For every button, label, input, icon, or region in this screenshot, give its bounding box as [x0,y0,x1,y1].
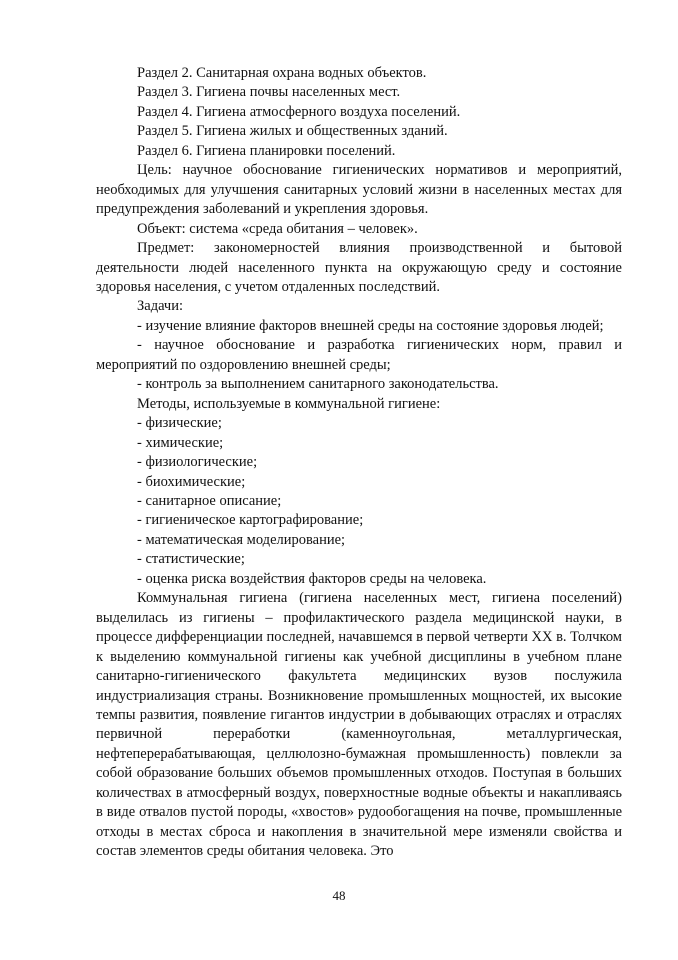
method-item: - санитарное описание; [137,492,282,509]
method-item: - биохимические; [137,473,246,490]
history-paragraph: Коммунальная гигиена (гигиена населенных мест, гигиена поселений) выделилась из гигиены – профилактического раздела медицинской науки, в процессе дифференциации последней, начавшемся в первой четверти XX в. Толчком к выделению коммунальной гигиены как учебной дисциплины в учебном плане санитарно-гигиенического факультета медицинских вузов послужила индустриализация страны. Возникновение промышленных мощностей, их высокие темпы развития, появление гигантов индустрии в добывающих отраслях и отраслях первичной переработки (каменноугольная, металлургическая, нефтеперерабатывающая, целлюлозно-бумажная промышленность) повлекли за собой образование больших объемов промышленных отходов. Поступая в больших количествах в атмосферный воздух, поверхностные водные объекты и накапливаясь в виде отвалов пустой породы, «хвостов» рудообогащения на почве, промышленные отходы в местах сброса и накопления в значительной мере изменяли свойства и состав элементов среды обитания человека. Это [96,590,622,860]
method-item: - гигиеническое картографирование; [137,512,364,529]
task-item: - изучение влияние факторов внешней среды на состояние здоровья людей; [137,317,604,334]
tasks-heading: Задачи: [137,298,184,315]
method-item: - оценка риска воздействия факторов среды на человека. [137,570,487,587]
method-item: - математическая моделирование; [137,531,346,548]
task-item: - научное обоснование и разработка гигиенических норм, правил и мероприятий по оздоровлению внешней среды; [96,337,622,373]
method-item: - химические; [137,434,224,451]
section-line: Раздел 2. Санитарная охрана водных объектов. [137,65,427,81]
method-item: - физические; [137,415,222,432]
object-paragraph: Объект: система «среда обитания – человек». [137,220,418,237]
goal-paragraph: Цель: научное обоснование гигиенических нормативов и мероприятий, необходимых для улучшения санитарных условий жизни в населенных местах для предупреждения заболеваний и укрепления здоровья. [96,162,622,218]
page-body [96,64,622,862]
section-line: Раздел 3. Гигиена почвы населенных мест. [137,84,401,101]
task-item: - контроль за выполнением санитарного законодательства. [137,376,499,393]
section-line: Раздел 6. Гигиена планировки поселений. [137,142,396,159]
section-line: Раздел 4. Гигиена атмосферного воздуха поселений. [137,103,461,120]
subject-paragraph: Предмет: закономерностей влияния производственной и бытовой деятельности людей населенного пункта на окружающую среду и состояние здоровья населения, с учетом отдаленных последствий. [96,240,622,295]
method-item: - статистические; [137,551,245,568]
methods-heading: Методы, используемые в коммунальной гигиене: [137,395,441,412]
section-line: Раздел 5. Гигиена жилых и общественных зданий. [137,123,448,140]
page-number: 48 [332,888,346,903]
method-item: - физиологические; [137,454,258,471]
